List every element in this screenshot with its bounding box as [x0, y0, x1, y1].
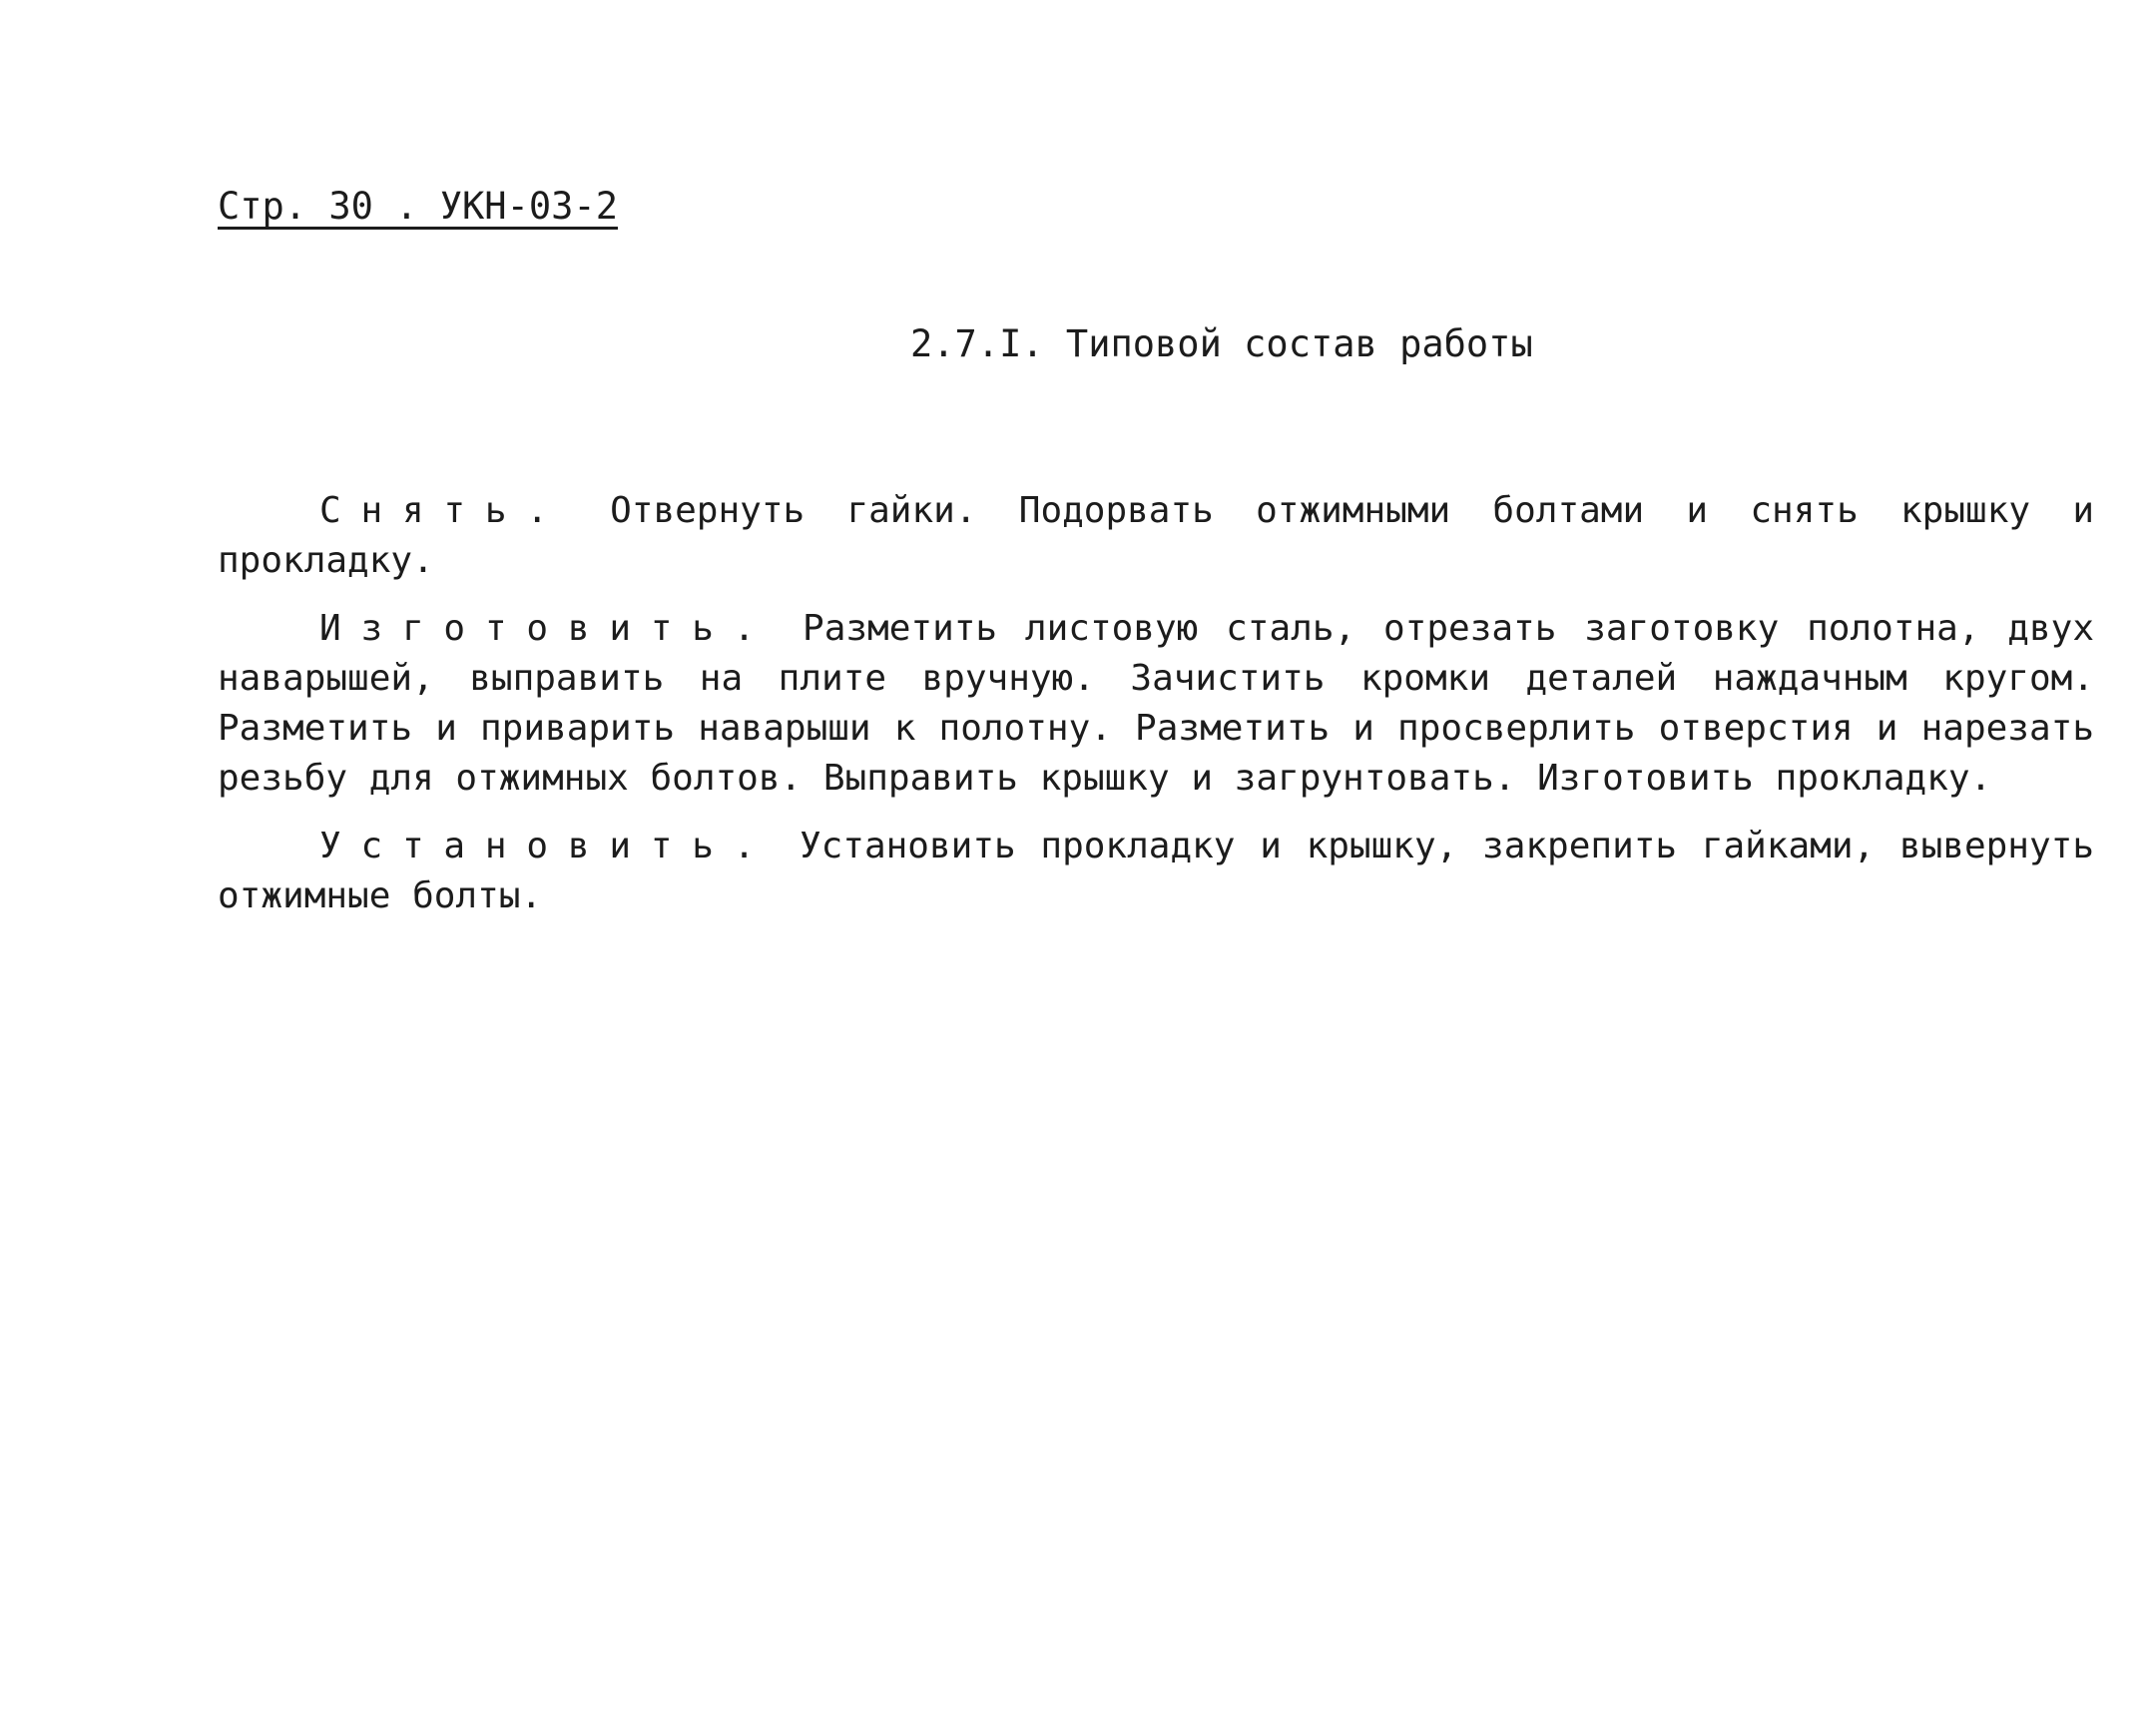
paragraph-manufacture — [218, 604, 2094, 804]
page-header: Стр. 30 . УКН-03-2 — [218, 185, 618, 228]
paragraph-text: Отвернуть гайки. Подорвать отжимными болтами и снять крышку и прокладку. — [218, 490, 2094, 581]
paragraph-lead: Снять. — [319, 490, 568, 531]
paragraph-lead: Изготовить. — [319, 608, 776, 649]
section-title: 2.7.I. Типовой состав работы — [910, 322, 1533, 365]
paragraph-remove — [218, 486, 2094, 586]
paragraph-lead: Установить. — [319, 826, 776, 866]
paragraph-text: Разметить листовую сталь, отрезать заготовку полотна, двух наварышей, выправить на плите вручную. Зачистить кромки деталей наждачным кругом. Разметить и приварить наварыши к полотну. Разметить и просверлить отверстия и нарезать резьбу для отжимных болтов. Выправить крышку и загрунтовать. Изготовить прокладку. — [218, 608, 2094, 799]
body-text — [218, 486, 2094, 939]
paragraph-install — [218, 822, 2094, 921]
paragraph-text: Установить прокладку и крышку, закрепить гайками, вывернуть отжимные болты. — [218, 826, 2094, 916]
